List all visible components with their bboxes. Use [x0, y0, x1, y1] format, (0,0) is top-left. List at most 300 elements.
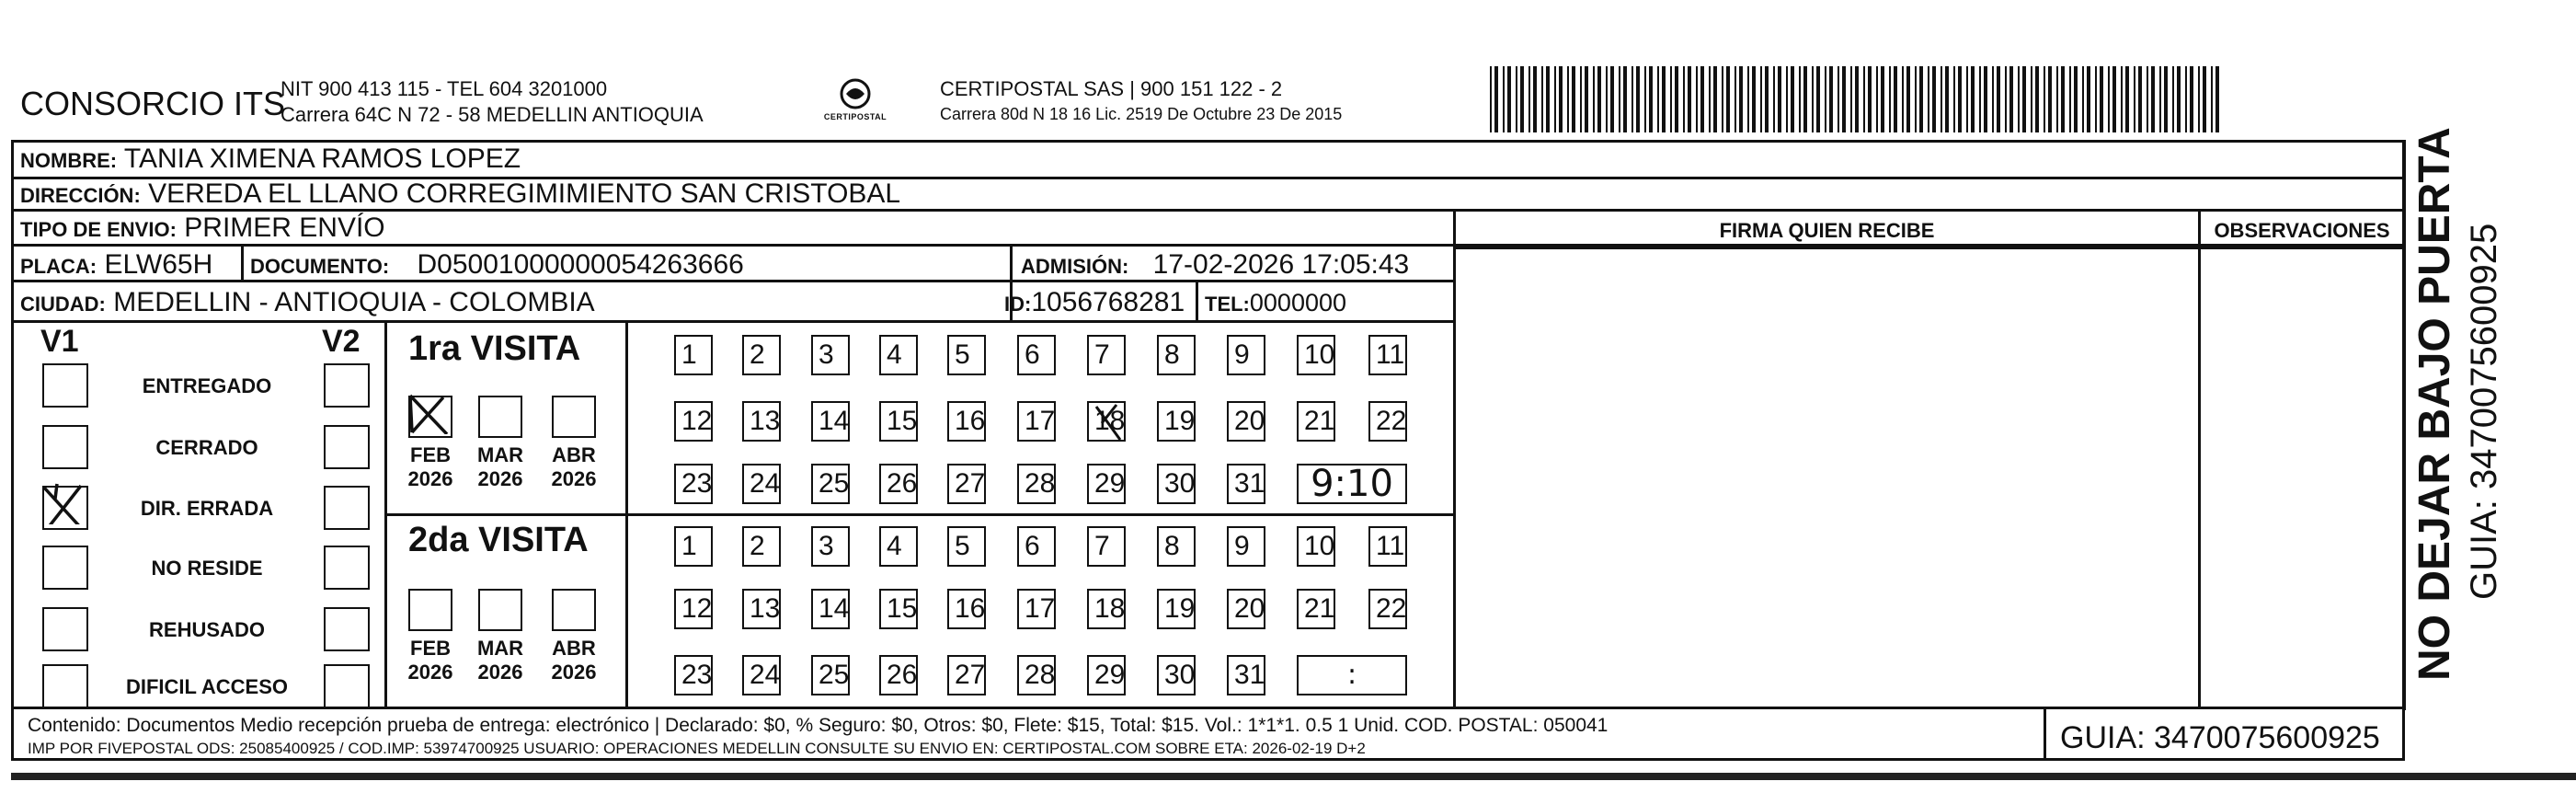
side-warning [2410, 110, 2461, 681]
barcode-bar [1928, 66, 1929, 132]
day-number: 16 [955, 406, 986, 436]
day-number: 2 [750, 339, 765, 370]
day-box[interactable] [742, 335, 781, 375]
documento-label: DOCUMENTO: [250, 255, 390, 278]
day-box[interactable] [1368, 526, 1407, 567]
month-label [473, 637, 528, 684]
month-name: FEB [410, 443, 451, 466]
day-box[interactable] [742, 464, 781, 504]
day-number: 11 [1376, 339, 1405, 370]
barcode-bar [2211, 66, 2213, 132]
barcode-bar [2069, 66, 2071, 132]
day-box[interactable] [947, 526, 986, 567]
barcode-bar [2005, 66, 2007, 132]
barcode-bar [1688, 66, 1691, 132]
day-number: 13 [750, 593, 781, 624]
barcode-bar [2018, 66, 2020, 132]
month-checkbox[interactable] [408, 589, 452, 631]
barcode-bar [2203, 66, 2206, 132]
day-box[interactable] [1087, 526, 1126, 567]
v2-checkbox[interactable] [324, 486, 370, 530]
barcode-bar [1760, 66, 1762, 132]
month-year: 2026 [551, 467, 597, 490]
month-name: MAR [476, 637, 524, 660]
month-label [403, 443, 458, 491]
day-number: 15 [887, 593, 918, 624]
documento-field [250, 249, 744, 281]
day-box[interactable] [1297, 589, 1335, 629]
day-box[interactable] [1087, 464, 1126, 504]
day-number: 7 [1094, 339, 1110, 370]
barcode-bar [2172, 66, 2174, 132]
barcode-bar [2164, 66, 2168, 132]
barcode-bar [2215, 66, 2219, 132]
day-box[interactable] [1368, 401, 1407, 442]
day-number: 2 [750, 531, 765, 561]
barcode-bar [1593, 66, 1595, 132]
direccion-value: VEREDA EL LLANO CORREGIMIMIENTO SAN CRISTOBAL [148, 178, 901, 209]
barcode-bar [1520, 66, 1524, 132]
v1-checkbox[interactable] [42, 607, 88, 651]
month-year: 2026 [477, 661, 523, 684]
day-number: 17 [1025, 406, 1056, 436]
barcode-bar [2151, 66, 2155, 132]
day-number: 20 [1234, 406, 1265, 436]
day-box[interactable] [947, 589, 986, 629]
day-number: 5 [955, 531, 970, 561]
day-number: 28 [1025, 660, 1056, 690]
barcode-bar [1670, 66, 1672, 132]
month-year: 2026 [551, 661, 597, 684]
day-number: 30 [1164, 660, 1196, 690]
month-year: 2026 [477, 467, 523, 490]
month-name: FEB [410, 637, 451, 660]
day-box[interactable] [879, 655, 918, 695]
barcode-bar [2108, 66, 2110, 132]
admision-field [1021, 249, 1409, 281]
barcode-bar [1494, 66, 1498, 132]
barcode-bar [1979, 66, 1981, 132]
day-number: 21 [1304, 406, 1335, 436]
day-box[interactable] [1157, 464, 1196, 504]
barcode-bar [1580, 66, 1582, 132]
footer-guia: GUIA: 3470075600925 [2060, 720, 2380, 755]
barcode-bar [1528, 66, 1530, 132]
side-guia-text: GUIA: 3470075600925 [2464, 223, 2504, 600]
day-number: 20 [1234, 593, 1265, 624]
barcode-bar [1799, 66, 1801, 132]
company-address: Carrera 64C N 72 - 58 MEDELLIN ANTIOQUIA [280, 103, 704, 126]
direccion-label: DIRECCIÓN: [20, 184, 141, 207]
barcode-bar [1881, 66, 1884, 132]
day-number: 25 [819, 468, 850, 499]
x-mark-icon [406, 392, 451, 434]
barcode-bar [1541, 66, 1543, 132]
barcode-bar [1906, 66, 1910, 132]
barcode-bar [1932, 66, 1936, 132]
certipostal-logo [819, 75, 892, 129]
day-box[interactable] [811, 655, 850, 695]
day-number: 7 [1094, 531, 1110, 561]
barcode-bar [2056, 66, 2058, 132]
barcode-bar [2159, 66, 2161, 132]
day-number: 9 [1234, 339, 1250, 370]
barcode-bar [1838, 66, 1839, 132]
barcode-bar [1958, 66, 1962, 132]
barcode-bar [1567, 66, 1569, 132]
day-number: 28 [1025, 468, 1056, 499]
barcode-bar [1765, 66, 1769, 132]
ciudad-value: MEDELLIN - ANTIOQUIA - COLOMBIA [113, 287, 595, 317]
barcode-bar [1606, 66, 1608, 132]
barcode-bar [2048, 66, 2052, 132]
barcode-bar [1631, 66, 1633, 132]
day-number: 9 [1234, 531, 1250, 561]
day-number: 17 [1025, 593, 1056, 624]
month-label [546, 637, 601, 684]
barcode-bar [1778, 66, 1781, 132]
day-box[interactable] [811, 589, 850, 629]
day-box[interactable] [674, 526, 713, 567]
tel-field [1205, 289, 1346, 317]
barcode-bar [1623, 66, 1627, 132]
day-number: 8 [1164, 531, 1180, 561]
month-year: 2026 [407, 467, 453, 490]
barcode-bar [1773, 66, 1775, 132]
day-box[interactable] [674, 464, 713, 504]
day-number: 12 [681, 406, 713, 436]
firma-label: FIRMA QUIEN RECIBE [1719, 219, 1935, 242]
day-box[interactable] [674, 335, 713, 375]
day-number: 10 [1304, 339, 1335, 370]
month-name: MAR [476, 443, 524, 466]
barcode-bar [1984, 66, 1987, 132]
day-number: 24 [750, 660, 781, 690]
v2-label: V2 [322, 324, 361, 359]
ciudad-row [20, 287, 595, 318]
tipo-envio-row [20, 213, 385, 244]
day-box[interactable] [1087, 335, 1126, 375]
day-box[interactable] [879, 589, 918, 629]
day-box[interactable] [1227, 526, 1265, 567]
day-number: 21 [1304, 593, 1335, 624]
barcode-bar [2082, 66, 2084, 132]
barcode-bar [1791, 66, 1794, 132]
month-name: ABR [552, 637, 596, 660]
day-box[interactable] [742, 526, 781, 567]
day-number: 31 [1234, 660, 1265, 690]
status-label: REHUSADO [149, 618, 265, 641]
side-guia [2463, 140, 2505, 600]
day-box[interactable] [947, 335, 986, 375]
tipo-envio-label: TIPO DE ENVIO: [20, 218, 177, 241]
day-box[interactable] [1227, 335, 1265, 375]
barcode-bar [1966, 66, 1968, 132]
barcode-bar [1876, 66, 1878, 132]
company-nit: NIT 900 413 115 - TEL 604 3201000 [280, 77, 608, 100]
barcode-bar [1812, 66, 1814, 132]
barcode-bar [2031, 66, 2032, 132]
v1-checkbox[interactable] [42, 363, 88, 408]
day-box[interactable] [947, 655, 986, 695]
id-field [1004, 287, 1185, 318]
day-box[interactable] [1368, 335, 1407, 375]
footer-content: Contenido: Documentos Medio recepción prueba de entrega: electrónico | Declarado: $0, % Seguro: $0, Otros: $0, Flete: $15, Total: $15. Vol.: 1*1*1. 0.5 1 Unid. COD. POSTAL: 050041 [28, 715, 1609, 736]
month-checkbox[interactable] [478, 396, 522, 438]
day-number: 29 [1094, 660, 1126, 690]
day-box[interactable] [1017, 335, 1056, 375]
barcode-bar [2147, 66, 2148, 132]
footer-print-info: IMP POR FIVEPOSTAL ODS: 25085400925 / COD.IMP: 53974700925 USUARIO: OPERACIONES MEDELLIN CONSULTE SU ENVIO EN: CERTIPOSTAL.COM SOBRE ETA: 2026-02-19 D+2 [28, 740, 1366, 757]
barcode-bar [1786, 66, 1788, 132]
day-number: 23 [681, 660, 713, 690]
day-box[interactable] [811, 401, 850, 442]
day-box[interactable] [879, 401, 918, 442]
barcode-bar [1850, 66, 1852, 132]
month-label [403, 637, 458, 684]
day-number: 18 [1094, 406, 1126, 436]
barcode-bar [1735, 66, 1736, 132]
barcode-bar [1597, 66, 1601, 132]
barcode-bar [1675, 66, 1678, 132]
documento-value: D05001000000054263666 [417, 249, 744, 280]
barcode-bar [1915, 66, 1917, 132]
id-label: ID: [1004, 293, 1032, 316]
ciudad-label: CIUDAD: [20, 293, 106, 316]
month-checkbox[interactable] [552, 589, 596, 631]
barcode-bar [2112, 66, 2116, 132]
barcode-bar [2177, 66, 2181, 132]
v2-checkbox[interactable] [324, 363, 370, 408]
v2-checkbox[interactable] [324, 425, 370, 469]
day-box[interactable] [742, 401, 781, 442]
day-box[interactable] [674, 589, 713, 629]
barcode-bar [1585, 66, 1588, 132]
v2-checkbox[interactable] [324, 664, 370, 708]
barcode-bar [1953, 66, 1955, 132]
day-box[interactable] [1157, 401, 1196, 442]
barcode-bar [1829, 66, 1833, 132]
side-warning-text: NO DEJAR BAJO PUERTA [2410, 127, 2459, 681]
barcode-bar [1546, 66, 1550, 132]
day-number: 14 [819, 593, 850, 624]
barcode-bar [2009, 66, 2013, 132]
day-number: 31 [1234, 468, 1265, 499]
day-number: 4 [887, 339, 902, 370]
day-number: 5 [955, 339, 970, 370]
day-number: 14 [819, 406, 850, 436]
day-number: 1 [681, 531, 697, 561]
barcode-bar [1533, 66, 1537, 132]
day-box[interactable] [674, 401, 713, 442]
barcode-bar [1855, 66, 1859, 132]
barcode-bar [1507, 66, 1511, 132]
day-box[interactable] [1157, 526, 1196, 567]
admision-label: ADMISIÓN: [1021, 255, 1129, 278]
barcode-bar [2044, 66, 2045, 132]
day-box[interactable] [1017, 589, 1056, 629]
day-box[interactable] [1227, 464, 1265, 504]
day-number: 22 [1376, 406, 1407, 436]
day-box[interactable] [1368, 589, 1407, 629]
status-label: ENTREGADO [142, 374, 272, 397]
day-box[interactable] [879, 335, 918, 375]
barcode-bar [1816, 66, 1820, 132]
second-visit-label: 2da VISITA [408, 521, 589, 559]
day-number: 16 [955, 593, 986, 624]
company-name: CONSORCIO ITS [20, 85, 286, 122]
day-box[interactable] [1017, 464, 1056, 504]
v1-checkbox[interactable] [42, 486, 88, 530]
barcode-bar [1752, 66, 1756, 132]
status-label: NO RESIDE [151, 557, 263, 580]
barcode-bar [1572, 66, 1575, 132]
day-box[interactable] [742, 589, 781, 629]
barcode-bar [1696, 66, 1698, 132]
barcode-bar [1739, 66, 1743, 132]
day-number: 8 [1164, 339, 1180, 370]
signature-area[interactable] [1457, 250, 2197, 706]
day-number: 18 [1094, 593, 1126, 624]
day-number: 27 [955, 660, 986, 690]
day-box[interactable] [1087, 401, 1126, 442]
barcode-bar [2138, 66, 2142, 132]
barcode-bar [2121, 66, 2123, 132]
carrier-name: CERTIPOSTAL SAS | 900 151 122 - 2 [940, 77, 1283, 100]
barcode-bar [2198, 66, 2200, 132]
day-box[interactable] [947, 464, 986, 504]
day-box[interactable] [1157, 655, 1196, 695]
day-box[interactable] [1227, 401, 1265, 442]
barcode-bar [1559, 66, 1563, 132]
barcode-bar [1657, 66, 1659, 132]
v1-checkbox[interactable] [42, 546, 88, 590]
day-box[interactable] [1157, 335, 1196, 375]
tipo-envio-value: PRIMER ENVÍO [184, 213, 385, 243]
barcode-bar [2190, 66, 2193, 132]
barcode-bar [1619, 66, 1620, 132]
day-box[interactable] [742, 655, 781, 695]
day-box[interactable] [674, 655, 713, 695]
barcode-bar [1610, 66, 1614, 132]
day-box[interactable] [1017, 401, 1056, 442]
month-label [473, 443, 528, 491]
day-box[interactable] [879, 526, 918, 567]
day-box[interactable] [1297, 401, 1335, 442]
barcode-bar [1644, 66, 1646, 132]
barcode-bar [1490, 66, 1492, 132]
day-number: 25 [819, 660, 850, 690]
day-number: 6 [1025, 339, 1040, 370]
tel-label: TEL: [1205, 293, 1250, 316]
day-number: 15 [887, 406, 918, 436]
day-box[interactable] [811, 526, 850, 567]
barcode-bar [1997, 66, 2000, 132]
barcode-bar [1662, 66, 1666, 132]
barcode-bar [1919, 66, 1923, 132]
v2-checkbox[interactable] [324, 546, 370, 590]
nombre-row [20, 144, 521, 175]
day-box[interactable] [811, 464, 850, 504]
day-number: 12 [681, 593, 713, 624]
v1-checkbox[interactable] [42, 425, 88, 469]
month-checkbox[interactable] [552, 396, 596, 438]
day-box[interactable] [1087, 589, 1126, 629]
observaciones-label: OBSERVACIONES [2214, 219, 2390, 242]
barcode-bar [1992, 66, 1994, 132]
barcode-bar [1868, 66, 1872, 132]
day-box[interactable] [879, 464, 918, 504]
day-number: 23 [681, 468, 713, 499]
day-number: 19 [1164, 406, 1196, 436]
day-box[interactable] [1297, 526, 1335, 567]
barcode-bar [1803, 66, 1807, 132]
first-visit-time[interactable]: 9:10 [1297, 464, 1407, 504]
barcode-bar [2087, 66, 2090, 132]
day-number: 6 [1025, 531, 1040, 561]
nombre-value: TANIA XIMENA RAMOS LOPEZ [123, 144, 521, 174]
day-box[interactable] [947, 401, 986, 442]
day-number: 10 [1304, 531, 1335, 561]
barcode-bar [1683, 66, 1685, 132]
day-box[interactable] [1017, 526, 1056, 567]
barcode-bar [1894, 66, 1897, 132]
day-box[interactable] [1227, 589, 1265, 629]
month-name: ABR [552, 443, 596, 466]
v1-checkbox[interactable] [42, 664, 88, 708]
day-number: 1 [681, 339, 697, 370]
barcode-bar [1700, 66, 1704, 132]
day-box[interactable] [1227, 655, 1265, 695]
barcode-bar [1842, 66, 1846, 132]
day-number: 26 [887, 660, 918, 690]
day-box[interactable] [1017, 655, 1056, 695]
day-number: 3 [819, 339, 834, 370]
barcode-bar [2185, 66, 2187, 132]
admision-value: 17-02-2026 17:05:43 [1152, 249, 1410, 280]
day-number: 13 [750, 406, 781, 436]
barcode-bar [1825, 66, 1826, 132]
carrier-address: Carrera 80d N 18 16 Lic. 2519 De Octubre 23 De 2015 [940, 105, 1343, 123]
month-label [546, 443, 601, 491]
barcode-bar [1889, 66, 1891, 132]
v1-label: V1 [40, 324, 79, 359]
day-number: 24 [750, 468, 781, 499]
direccion-row [20, 178, 900, 210]
barcode-bar [2134, 66, 2135, 132]
day-box[interactable] [811, 335, 850, 375]
barcode-bar [1863, 66, 1865, 132]
month-checkbox[interactable] [408, 396, 452, 438]
day-number: 27 [955, 468, 986, 499]
barcode-bar [2095, 66, 2097, 132]
observaciones-area[interactable] [2202, 250, 2402, 706]
day-box[interactable] [1087, 655, 1126, 695]
day-box[interactable] [1297, 335, 1335, 375]
barcode-bar [1636, 66, 1640, 132]
second-visit-time[interactable]: : [1297, 655, 1407, 695]
day-number: 29 [1094, 468, 1126, 499]
first-visit-label: 1ra VISITA [408, 329, 581, 368]
barcode-bar [1722, 66, 1723, 132]
v2-checkbox[interactable] [324, 607, 370, 651]
status-label: DIFICIL ACCESO [125, 675, 288, 698]
month-checkbox[interactable] [478, 589, 522, 631]
day-box[interactable] [1157, 589, 1196, 629]
placa-field [20, 249, 212, 281]
barcode-bar [2035, 66, 2039, 132]
day-number: 22 [1376, 593, 1407, 624]
